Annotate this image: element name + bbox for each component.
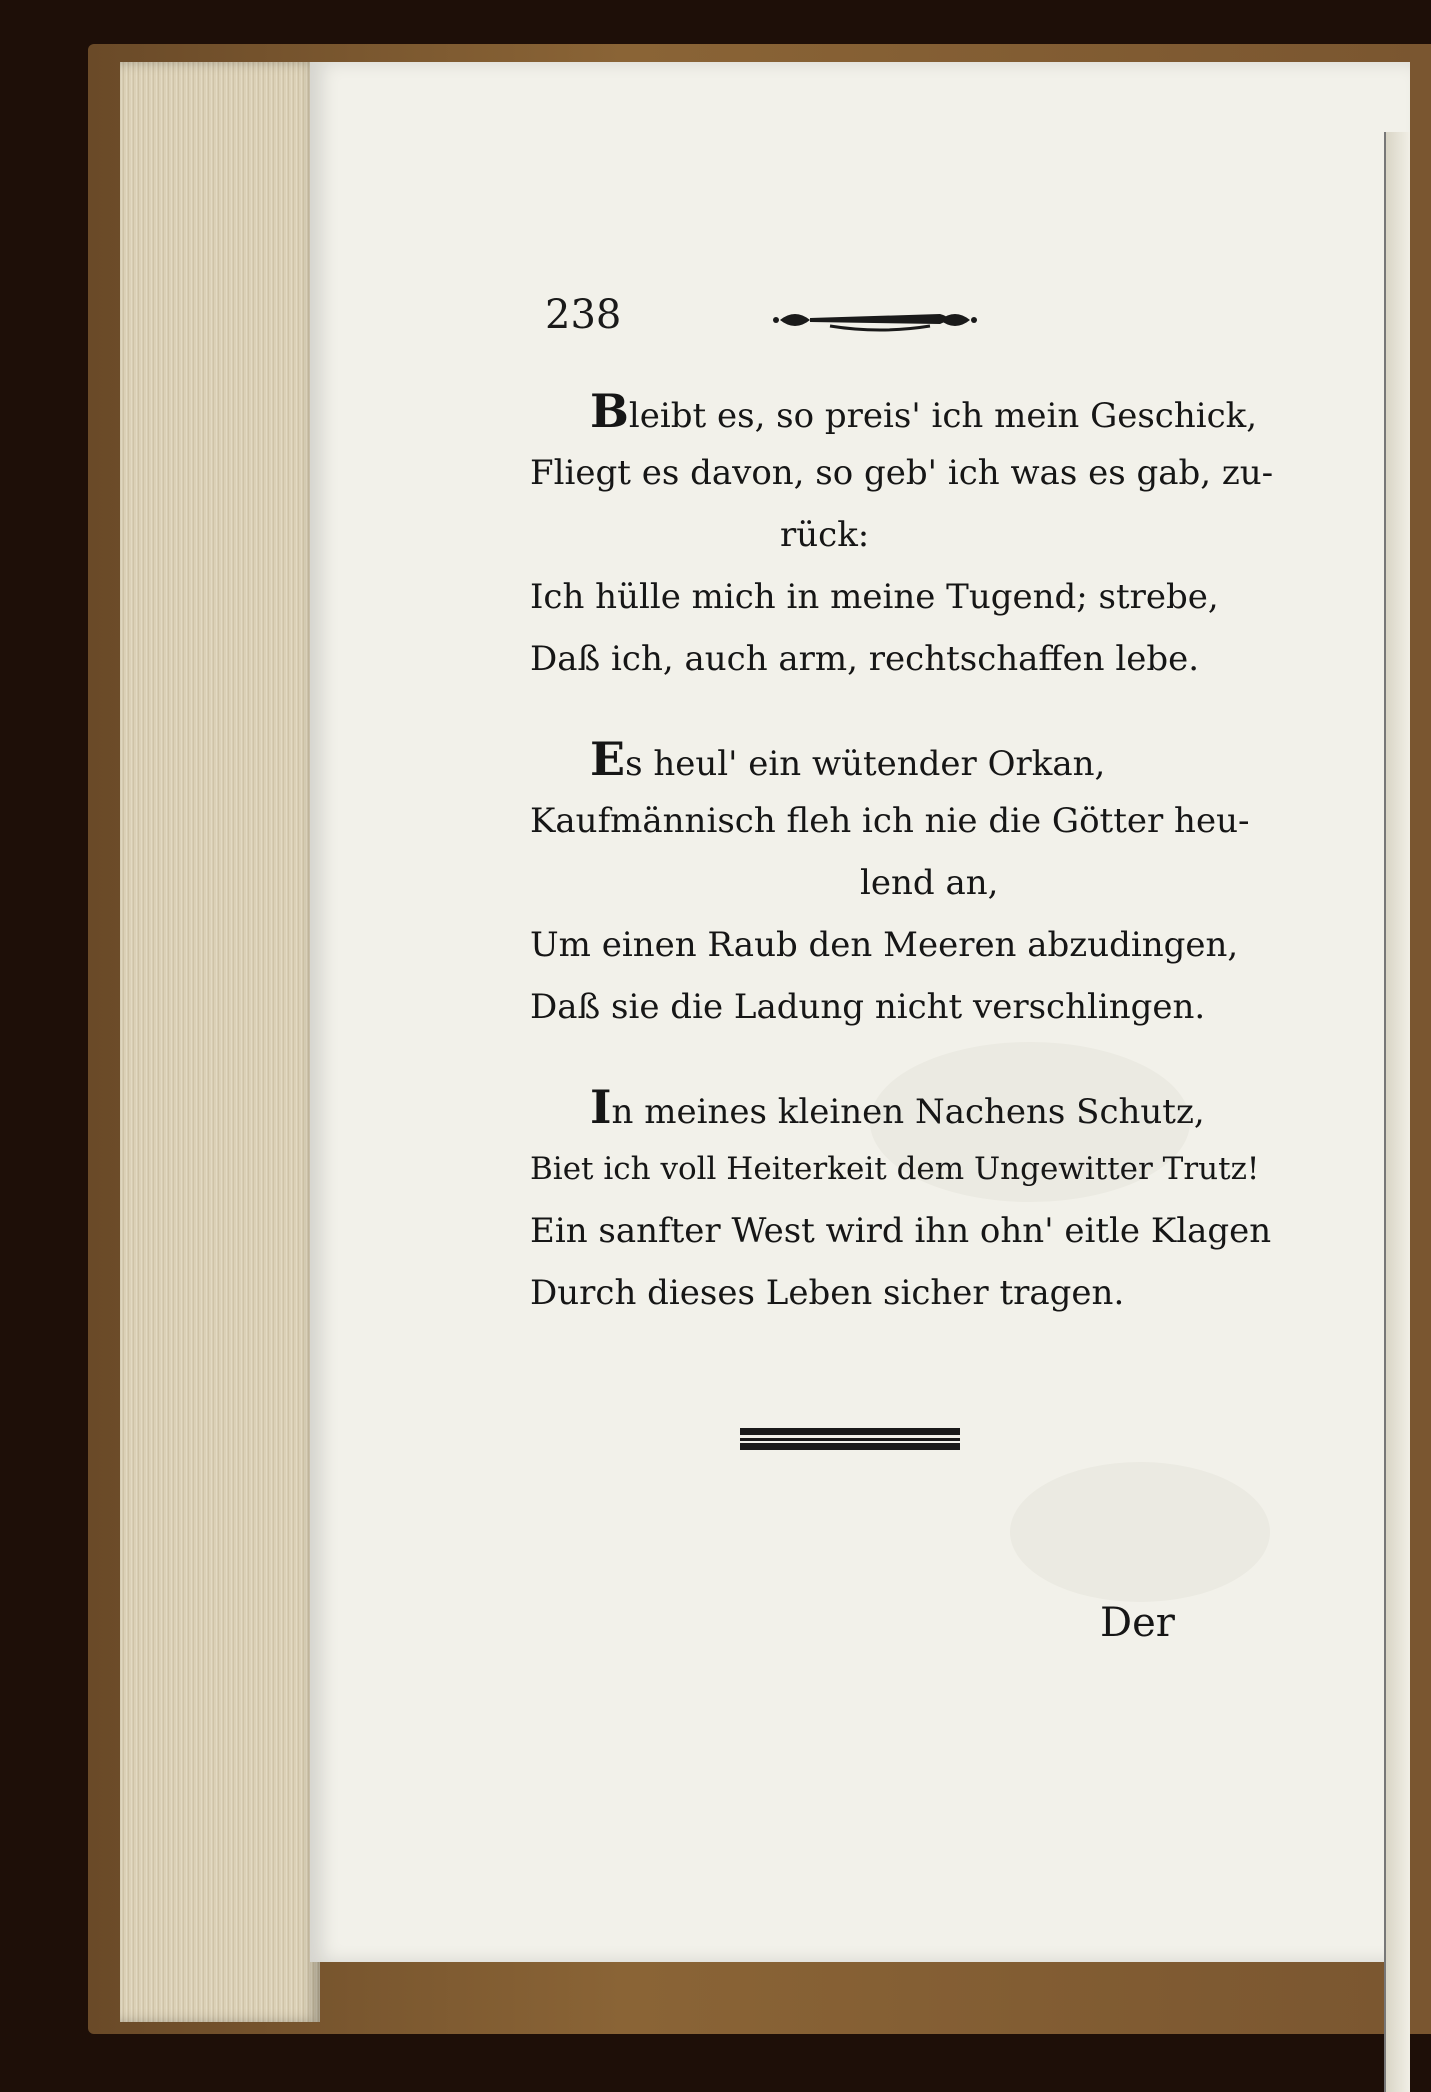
verse-line: rück: <box>780 515 870 555</box>
stanza-2 <box>530 728 1250 1038</box>
verse-line: Um einen Raub den Meeren abzudingen, <box>530 925 1239 965</box>
verse-line-text: n meines kleinen Nachens Schutz, <box>611 1092 1205 1132</box>
next-page-edge <box>1384 132 1410 2092</box>
verse-line <box>530 728 1190 790</box>
verse-line: Durch dieses Leben sicher tragen. <box>530 1273 1125 1313</box>
section-divider-rule <box>740 1428 960 1450</box>
bleed-through-stain <box>1010 1462 1270 1602</box>
stanza-1 <box>530 380 1274 690</box>
drop-capital: E <box>590 732 626 786</box>
verse-line <box>530 380 1258 442</box>
verse-line: Daß ich, auch arm, rechtschaffen lebe. <box>530 639 1200 679</box>
verse-line-text: leibt es, so preis' ich mein Geschick, <box>628 396 1258 436</box>
stanza-3 <box>530 1076 1272 1324</box>
ornament-icon <box>770 300 980 340</box>
verse-line: Daß sie die Ladung nicht verschlingen. <box>530 987 1206 1027</box>
verse-line-text: s heul' ein wütender Orkan, <box>625 744 1106 784</box>
verse-line: Kaufmännisch fleh ich nie die Götter heu- <box>530 801 1250 841</box>
page-edges <box>120 62 320 2022</box>
verse-line: Fliegt es davon, so geb' ich was es gab, zu- <box>530 453 1274 493</box>
page-number: 238 <box>545 292 622 338</box>
drop-capital: B <box>590 384 629 438</box>
verse-line: lend an, <box>860 863 999 903</box>
catchword: Der <box>1100 1600 1175 1646</box>
page-header <box>545 292 985 348</box>
poem-text <box>530 380 1274 1362</box>
drop-capital: I <box>590 1080 612 1134</box>
verse-line: Biet ich voll Heiterkeit dem Ungewitter Trutz! <box>530 1151 1260 1187</box>
verse-line: Ich hülle mich in meine Tugend; strebe, <box>530 577 1219 617</box>
verse-line <box>530 1076 1205 1138</box>
verse-line: Ein sanfter West wird ihn ohn' eitle Klagen <box>530 1211 1272 1251</box>
